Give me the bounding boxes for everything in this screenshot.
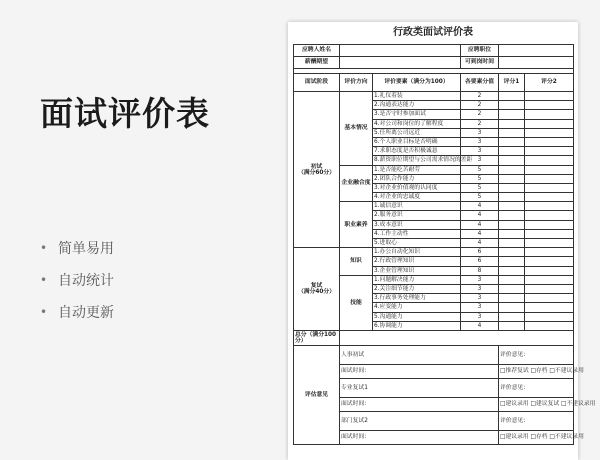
rating1-cell[interactable] (499, 220, 525, 229)
element-score: 3 (461, 147, 499, 156)
total-label: 总分（满分100分） (294, 330, 340, 345)
header-direction: 评价方向 (340, 74, 373, 92)
rating2-cell[interactable] (525, 128, 574, 137)
rating1-cell[interactable] (499, 266, 525, 275)
element-score: 3 (461, 312, 499, 321)
eval-right[interactable]: 评价意见: (499, 378, 574, 397)
rating1-cell[interactable] (499, 101, 525, 110)
feature-item (40, 232, 114, 264)
element-score: 3 (461, 303, 499, 312)
element-label: 3.企业管理知识 (373, 266, 461, 275)
feature-label: 自动统计 (58, 273, 114, 289)
element-score: 2 (461, 92, 499, 101)
available-field[interactable] (499, 57, 574, 69)
element-label: 3.对企业价值观的认同度 (373, 183, 461, 192)
element-score: 4 (461, 239, 499, 248)
header-rating2: 评分2 (525, 74, 574, 92)
element-label: 1.问题解决能力 (373, 275, 461, 284)
element-score: 3 (461, 294, 499, 303)
rating1-cell[interactable] (499, 193, 525, 202)
rating2-cell[interactable] (525, 165, 574, 174)
rating1-cell[interactable] (499, 303, 525, 312)
rating2-cell[interactable] (525, 174, 574, 183)
element-label: 1.诚信意识 (373, 202, 461, 211)
rating2-cell[interactable] (525, 101, 574, 110)
header-score: 各要素分值 (461, 74, 499, 92)
rating1-cell[interactable] (499, 248, 525, 257)
applicant-name-field[interactable] (340, 45, 461, 57)
rating2-cell[interactable] (525, 147, 574, 156)
element-score: 5 (461, 183, 499, 192)
eval-right[interactable]: 评价意见: (499, 411, 574, 430)
eval-left[interactable]: 人事初试 (340, 345, 499, 364)
element-score: 3 (461, 284, 499, 293)
element-label: 2.关注细节能力 (373, 284, 461, 293)
rating1-cell[interactable] (499, 294, 525, 303)
rating2-cell[interactable] (525, 294, 574, 303)
bullet-icon: • (40, 241, 48, 255)
rating1-cell[interactable] (499, 119, 525, 128)
element-score: 4 (461, 211, 499, 220)
element-label: 3.成本意识 (373, 220, 461, 229)
rating2-cell[interactable] (525, 312, 574, 321)
rating2-cell[interactable] (525, 257, 574, 266)
header-elements: 评价要素（满分为100） (373, 74, 461, 92)
stage-cell: 复试 （满分40分） (294, 248, 340, 331)
rating1-cell[interactable] (499, 110, 525, 119)
element-label: 3.是否守时参加面试 (373, 110, 461, 119)
element-label: 5.任所离公司远近 (373, 128, 461, 137)
rating2-cell[interactable] (525, 220, 574, 229)
element-label: 6.个人职业目标是否明确 (373, 137, 461, 146)
rating1-cell[interactable] (499, 137, 525, 146)
rating1-cell[interactable] (499, 275, 525, 284)
element-label: 5.进取心 (373, 239, 461, 248)
direction-cell: 企业融合度 (340, 165, 373, 202)
total-field[interactable] (340, 330, 574, 345)
available-label: 可到岗时间 (461, 57, 499, 69)
direction-cell: 基本情况 (340, 92, 373, 166)
rating2-cell[interactable] (525, 211, 574, 220)
evaluation-table (293, 44, 596, 445)
bullet-icon: • (40, 273, 48, 287)
rating2-cell[interactable] (525, 119, 574, 128)
element-label: 2.行政管理知识 (373, 257, 461, 266)
rating2-cell[interactable] (525, 239, 574, 248)
rating1-cell[interactable] (499, 239, 525, 248)
element-label: 2.沟通表达能力 (373, 101, 461, 110)
rating1-cell[interactable] (499, 312, 525, 321)
element-score: 2 (461, 101, 499, 110)
rating1-cell[interactable] (499, 183, 525, 192)
eval-right[interactable]: □建议录用 □建议复试 □不建议录用 (499, 397, 574, 411)
rating2-cell[interactable] (525, 202, 574, 211)
rating1-cell[interactable] (499, 257, 525, 266)
sheet-title: 行政类面试评价表 (393, 27, 473, 38)
element-score: 4 (461, 202, 499, 211)
rating2-cell[interactable] (525, 110, 574, 119)
element-score: 4 (461, 321, 499, 330)
direction-cell: 技能 (340, 275, 373, 330)
eval-left[interactable]: 面试时间: (340, 397, 499, 411)
stage-cell: 初试 （满分60分） (294, 92, 340, 248)
feature-label: 自动更新 (58, 305, 114, 321)
rating2-cell[interactable] (525, 156, 574, 165)
eval-label: 评估意见 (294, 345, 340, 444)
element-label: 8.薪资职位期望与公司需求情况的差距 (374, 157, 473, 164)
element-score: 5 (461, 165, 499, 174)
rating1-cell[interactable] (499, 128, 525, 137)
element-score: 3 (461, 156, 499, 165)
element-label: 5.沟通能力 (373, 312, 461, 321)
table-row (294, 92, 574, 101)
rating2-cell[interactable] (525, 183, 574, 192)
rating2-cell[interactable] (525, 303, 574, 312)
direction-cell: 职业素养 (340, 202, 373, 248)
rating1-cell[interactable] (499, 229, 525, 238)
element-score: 3 (461, 128, 499, 137)
element-score: 5 (461, 193, 499, 202)
rating2-cell[interactable] (525, 266, 574, 275)
element-score: 8 (461, 266, 499, 275)
eval-right[interactable]: 评价意见: (499, 345, 574, 364)
header-rating1: 评分1 (499, 74, 525, 92)
salary-field[interactable] (340, 57, 461, 69)
element-label: 6.协调能力 (373, 321, 461, 330)
element-label: 3.行政事务处理能力 (373, 294, 461, 303)
direction-cell: 知识 (340, 248, 373, 276)
eval-right[interactable]: □建议录用 □存档 □不建议录用 (499, 430, 574, 444)
element-label: 2.团队合作能力 (373, 174, 461, 183)
rating1-cell[interactable] (499, 174, 525, 183)
element-score: 4 (461, 229, 499, 238)
feature-item (40, 264, 114, 296)
element-label: 4.对企业的忠诚度 (373, 193, 461, 202)
table-row (294, 248, 574, 257)
eval-left[interactable]: 专业复试1 (340, 378, 499, 397)
element-label: 1.礼仪着装 (373, 92, 461, 101)
element-score: 6 (461, 257, 499, 266)
position-field[interactable] (499, 45, 574, 57)
feature-item (40, 296, 114, 328)
element-score: 3 (461, 137, 499, 146)
element-score: 3 (461, 275, 499, 284)
left-panel (40, 0, 280, 460)
applicant-name-label: 应聘人姓名 (294, 45, 340, 57)
total-row (294, 330, 574, 345)
eval-row (294, 345, 574, 364)
position-label: 应聘职位 (461, 45, 499, 57)
rating1-cell[interactable] (499, 211, 525, 220)
rating2-cell[interactable] (525, 193, 574, 202)
feature-list (40, 232, 114, 328)
rating2-cell[interactable] (525, 137, 574, 146)
evaluation-table-body (294, 45, 596, 445)
rating1-cell[interactable] (499, 202, 525, 211)
rating1-cell[interactable] (499, 92, 525, 101)
rating1-cell[interactable] (499, 284, 525, 293)
rating1-cell[interactable] (499, 321, 525, 330)
bullet-icon: • (40, 305, 48, 319)
rating1-cell[interactable] (499, 147, 525, 156)
rating2-cell[interactable] (525, 248, 574, 257)
rating1-cell[interactable] (499, 156, 525, 165)
feature-label: 简单易用 (58, 241, 114, 257)
rating2-cell[interactable] (525, 321, 574, 330)
element-score: 4 (461, 220, 499, 229)
element-score: 5 (461, 174, 499, 183)
element-label: 4.对公司和岗位的了解程度 (373, 119, 461, 128)
element-score: 2 (461, 110, 499, 119)
rating1-cell[interactable] (499, 165, 525, 174)
page-title: 面试评价表 (40, 94, 210, 133)
evaluation-sheet (288, 22, 596, 460)
rating2-cell[interactable] (525, 284, 574, 293)
salary-label: 薪酬期望 (294, 57, 340, 69)
element-label: 1.办公自动化知识 (373, 248, 461, 257)
rating2-cell[interactable] (525, 229, 574, 238)
eval-left[interactable]: 面试时间: (340, 364, 499, 378)
rating2-cell[interactable] (525, 275, 574, 284)
element-label: 4.应变能力 (373, 303, 461, 312)
element-label: 2.服务意识 (373, 211, 461, 220)
element-label: 1.是否能吃苦耐劳 (373, 165, 461, 174)
header-stage: 面试阶段 (294, 74, 340, 92)
element-label: 4.工作主动性 (373, 229, 461, 238)
rating2-cell[interactable] (525, 92, 574, 101)
eval-left[interactable]: 部门复试2 (340, 411, 499, 430)
element-score: 6 (461, 248, 499, 257)
eval-right[interactable]: □推荐复试 □存档 □不建议录用 (499, 364, 574, 378)
element-score: 2 (461, 119, 499, 128)
eval-left[interactable]: 面试时间: (340, 430, 499, 444)
element-label: 7.求职态度是否积极诚恳 (373, 147, 461, 156)
